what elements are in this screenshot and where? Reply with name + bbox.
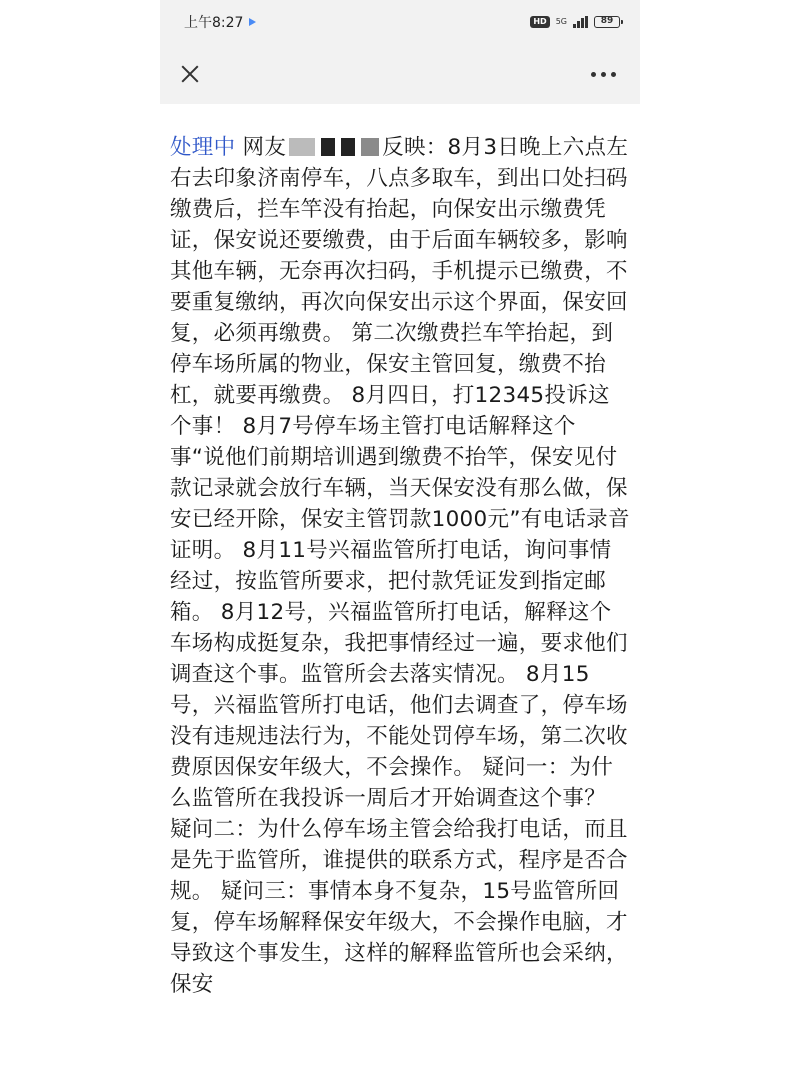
- post-content: [160, 104, 640, 1000]
- redacted-name: [361, 138, 379, 156]
- redacted-name: [341, 138, 355, 156]
- status-time: 上午8:27: [184, 15, 244, 31]
- author-prefix: 网友: [242, 135, 287, 160]
- post-body: 反映：8月3日晚上六点左右去印象济南停车，八点多取车，到出口处扫码缴费后，拦车竿没有抬起，向保安出示缴费凭证，保安说还要缴费，由于后面车辆较多，影响其他车辆，无奈再次扫码，手机提示已缴费，不要重复缴纳，再次向保安出示这个界面，保安回复，必须再缴费。 第二次缴费拦车竿抬起，到停车场所属的物业，保安主管回复，缴费不抬杠，就要再缴费。 8月四日，打12345投诉这个事！ 8月7号停车场主管打电话解释这个事“说他们前期培训遇到缴费不抬竿，保安见付款记录就会放行车辆，当天保安没有那么做，保安已经开除，保安主管罚款1000元”有电话录音证明。 8月11号兴福监管所打电话，询问事情经过，按监管所要求，把付款凭证发到指定邮箱。 8月12号，兴福监管所打电话，解释这个车场构成挺复杂，我把事情经过一遍，要求他们调查这个事。监管所会去落实情况。 8月15号，兴福监管所打电话，他们去调查了，停车场没有违规违法行为，不能处罚停车场，第二次收费原因保安年级大，不会操作。 疑问一：为什么监管所在我投诉一周后才开始调查这个事？ 疑问二：为什么停车场主管会给我打电话，而且是先于监管所，谁提供的联系方式，程序是否合规。 疑问三：事情本身不复杂，15号监管所回复，停车场解释保安年级大，不会操作电脑，才导致这个事发生，这样的解释监管所也会采纳，保安: [170, 135, 630, 997]
- network-label: 5G: [555, 17, 567, 26]
- redacted-name: [321, 138, 335, 156]
- status-left: [184, 12, 256, 32]
- phone-screen: [160, 0, 640, 1067]
- network-indicator: [556, 18, 567, 26]
- status-bar: [160, 0, 640, 44]
- more-icon[interactable]: [591, 66, 616, 83]
- battery-icon: [594, 16, 620, 28]
- status-right: [530, 16, 620, 28]
- nav-bar: [160, 44, 640, 104]
- redacted-name: [289, 138, 315, 156]
- signal-icon: [573, 16, 588, 28]
- status-tag[interactable]: 处理中: [170, 135, 236, 160]
- close-icon[interactable]: [176, 60, 204, 88]
- play-icon: [249, 18, 256, 26]
- battery-level: 89: [600, 16, 614, 26]
- hd-badge: HD: [530, 16, 549, 28]
